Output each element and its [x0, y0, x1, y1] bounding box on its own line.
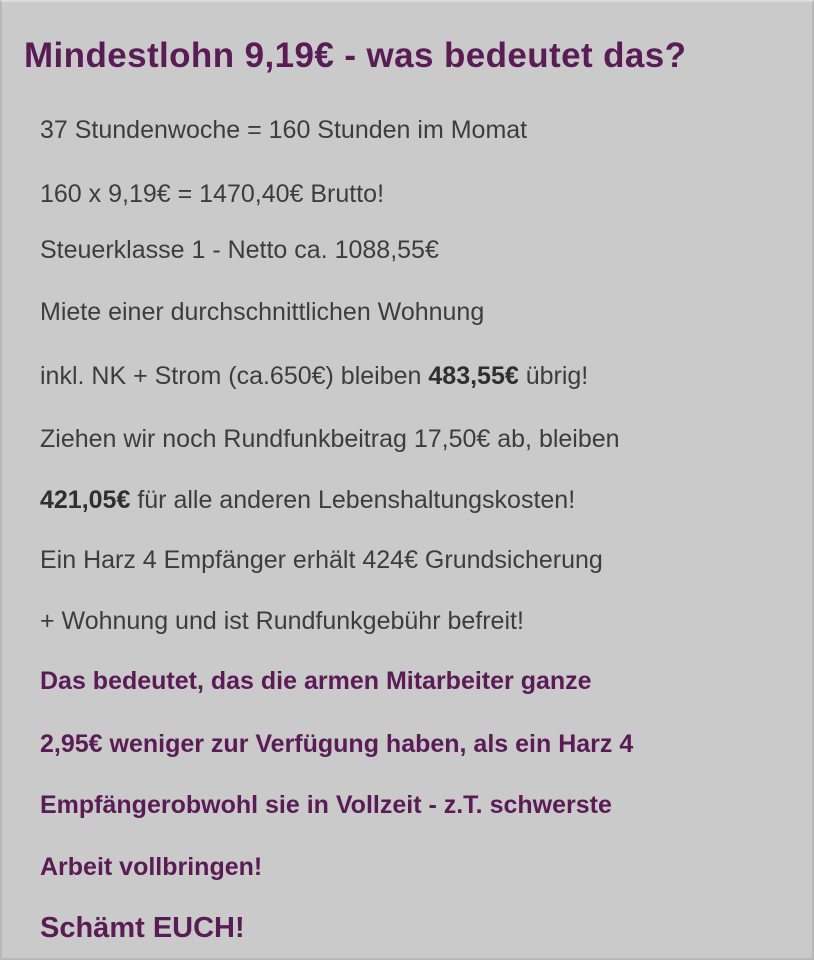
text-line-gross-salary: 160 x 9,19€ = 1470,40€ Brutto!	[40, 180, 385, 208]
text-line-rent: Miete einer durchschnittlichen Wohnung	[40, 298, 485, 326]
text-line-working-hours: 37 Stundenwoche = 160 Stunden im Momat	[40, 116, 528, 144]
text-line-conclusion-1: Das bedeutet, das die armen Mitarbeiter ganze	[40, 667, 592, 695]
page-title: Mindestlohn 9,19€ - was bedeutet das?	[24, 36, 687, 75]
text-line-broadcast-fee: Ziehen wir noch Rundfunkbeitrag 17,50€ ab, bleiben	[40, 425, 620, 453]
remaining-amount: 483,55€	[428, 362, 519, 390]
text-line-conclusion-3: Empfängerobwohl sie in Vollzeit - z.T. schwerste	[40, 791, 612, 819]
closing-statement: Schämt EUCH!	[40, 912, 245, 944]
living-costs-amount: 421,05€	[40, 486, 131, 514]
text-line-conclusion-2: 2,95€ weniger zur Verfügung haben, als ein Harz 4	[40, 730, 634, 758]
remaining-text-before: inkl. NK + Strom (ca.650€) bleiben	[40, 362, 429, 390]
text-line-conclusion-4: Arbeit vollbringen!	[40, 853, 263, 881]
living-costs-text: für alle anderen Lebenshaltungskosten!	[130, 486, 576, 514]
text-line-harz4-basic: Ein Harz 4 Empfänger erhält 424€ Grundsicherung	[40, 546, 603, 574]
text-line-living-costs	[40, 484, 575, 516]
remaining-text-after: übrig!	[518, 362, 589, 390]
text-line-remaining-after-rent	[40, 360, 588, 392]
text-line-harz4-housing: + Wohnung und ist Rundfunkgebühr befreit!	[40, 607, 524, 635]
text-line-net-salary: Steuerklasse 1 - Netto ca. 1088,55€	[40, 236, 439, 264]
